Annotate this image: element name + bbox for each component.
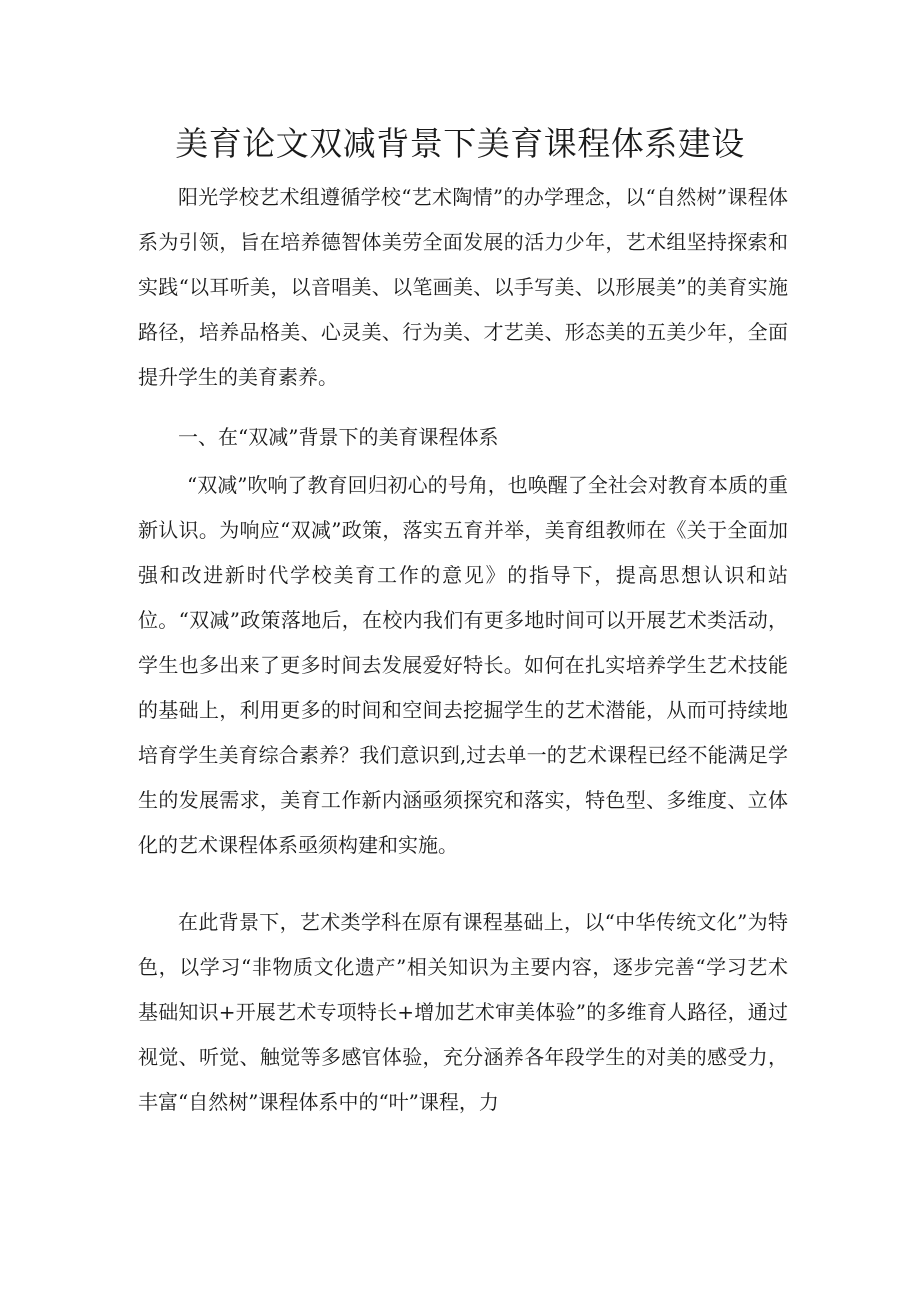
paragraph-intro: 阳光学校艺术组遵循学校“艺术陶情”的办学理念，以“自然树”课程体系为引领，旨在培养德智体美劳全面发展的活力少年，艺术组坚持探索和实践“以耳听美，以音唱美、以笔画美、以手写美、以形展美”的美育实施路径，培养品格美、心灵美、行为美、才艺美、形态美的五美少年，全面提升学生的美育素养。 [138,185,788,389]
section-heading: 一、在“双减”背景下的美育课程体系 [178,425,499,449]
paragraph-curriculum: 在此背景下，艺术类学科在原有课程基础上，以“中华传统文化”为特色，以学习“非物质文化遗产”相关知识为主要内容，逐步完善“学习艺术基础知识+开展艺术专项特长+增加艺术审美体验”的多维育人路径，通过视觉、听觉、触觉等多感官体验，充分涵养各年段学生的对美的感受力，丰富“自然树”课程体系中的“叶”课程，力 [138,910,788,1114]
paragraph-background: “双减”吹响了教育回归初心的号角，也唤醒了全社会对教育本质的重新认识。为响应“双减”政策，落实五育并举，美育组教师在《关于全面加强和改进新时代学校美育工作的意见》的指导下，提高思想认识和站位。“双减”政策落地后，在校内我们有更多地时间可以开展艺术类活动，学生也多出来了更多时间去发展爱好特长。如何在扎实培养学生艺术技能的基础上，利用更多的时间和空间去挖掘学生的艺术潜能，从而可持续地培育学生美育综合素养？我们意识到,过去单一的艺术课程已经不能满足学生的发展需求，美育工作新内涵亟须探究和落实，特色型、多维度、立体化的艺术课程体系亟须构建和实施。 [138,473,788,857]
document-title: 美育论文双减背景下美育课程体系建设 [175,124,745,163]
